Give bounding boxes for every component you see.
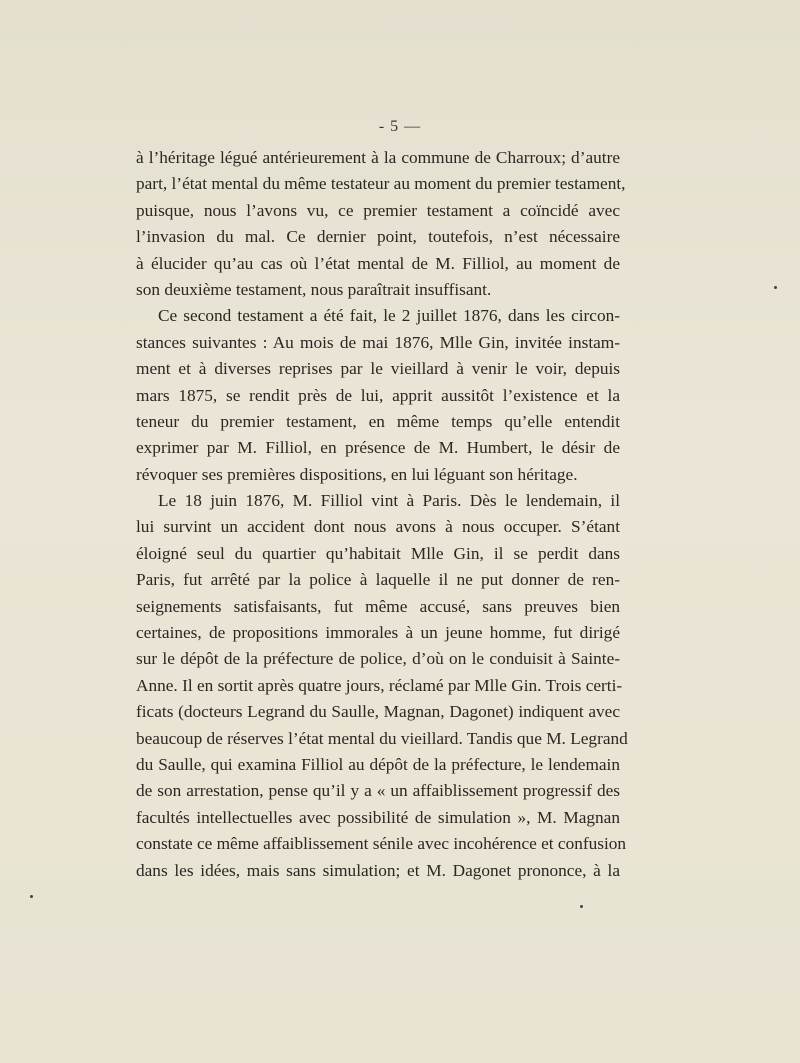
text-line: teneur du premier testament, en même temps qu’elle entendit: [136, 411, 620, 431]
text-line: ficats (docteurs Legrand du Saulle, Magnan, Dagonet) indiquent avec: [136, 702, 620, 722]
text-line: du Saulle, qui examina Filliol au dépôt de la préfecture, le lendemain: [136, 754, 620, 774]
text-line: ment et à diverses reprises par le vieillard à venir le voir, depuis: [136, 359, 620, 379]
text-line: mars 1875, se rendit près de lui, apprit aussitôt l’existence et la: [136, 385, 620, 405]
ink-speck: [774, 286, 777, 289]
text-line: exprimer par M. Filliol, en présence de M. Humbert, le désir de: [136, 438, 620, 458]
text-line: son deuxième testament, nous paraîtrait insuffisant.: [136, 279, 492, 299]
text-line: puisque, nous l’avons vu, ce premier testament a coïncidé avec: [136, 200, 620, 220]
page-number: - 5 —: [378, 118, 422, 135]
text-line: Le 18 juin 1876, M. Filliol vint à Paris. Dès le lendemain, il: [158, 491, 620, 511]
text-line: stances suivantes : Au mois de mai 1876, Mlle Gin, invitée instam-: [136, 332, 620, 352]
ink-speck: [30, 895, 33, 898]
text-line: beaucoup de réserves l’état mental du vieillard. Tandis que M. Legrand: [136, 728, 628, 748]
text-line: lui survint un accident dont nous avons à nous occuper. S’étant: [136, 517, 620, 537]
text-line: de son arrestation, pense qu’il y a « un affaiblissement progressif des: [136, 781, 620, 801]
text-line: révoquer ses premières dispositions, en lui léguant son héritage.: [136, 464, 578, 484]
text-line: à élucider qu’au cas où l’état mental de M. Filliol, au moment de: [136, 253, 620, 273]
text-line: dans les idées, mais sans simulation; et M. Dagonet prononce, à la: [136, 860, 620, 880]
text-line: facultés intellectuelles avec possibilité de simulation », M. Magnan: [136, 807, 620, 827]
text-line: constate ce même affaiblissement sénile avec incohérence et confusion: [136, 834, 627, 854]
text-line: Anne. Il en sortit après quatre jours, réclamé par Mlle Gin. Trois certi-: [136, 675, 623, 695]
text-line: sur le dépôt de la préfecture de police, d’où on le conduisit à Sainte-: [136, 649, 620, 669]
text-line: l’invasion du mal. Ce dernier point, toutefois, n’est nécessaire: [136, 227, 620, 247]
body-text: [136, 145, 628, 884]
text-line: Paris, fut arrêté par la police à laquelle il ne put donner de ren-: [136, 570, 620, 590]
text-line: certaines, de propositions immorales à un jeune homme, fut dirigé: [136, 623, 620, 643]
text-line: éloigné seul du quartier qu’habitait Mlle Gin, il se perdit dans: [136, 543, 620, 563]
text-line: seignements satisfaisants, fut même accusé, sans preuves bien: [136, 596, 620, 616]
ink-speck: [580, 905, 583, 908]
text-line: Ce second testament a été fait, le 2 juillet 1876, dans les circon-: [158, 306, 620, 326]
text-line: part, l’état mental du même testateur au moment du premier testament,: [136, 174, 626, 194]
text-line: à l’héritage légué antérieurement à la commune de Charroux; d’autre: [136, 148, 620, 167]
